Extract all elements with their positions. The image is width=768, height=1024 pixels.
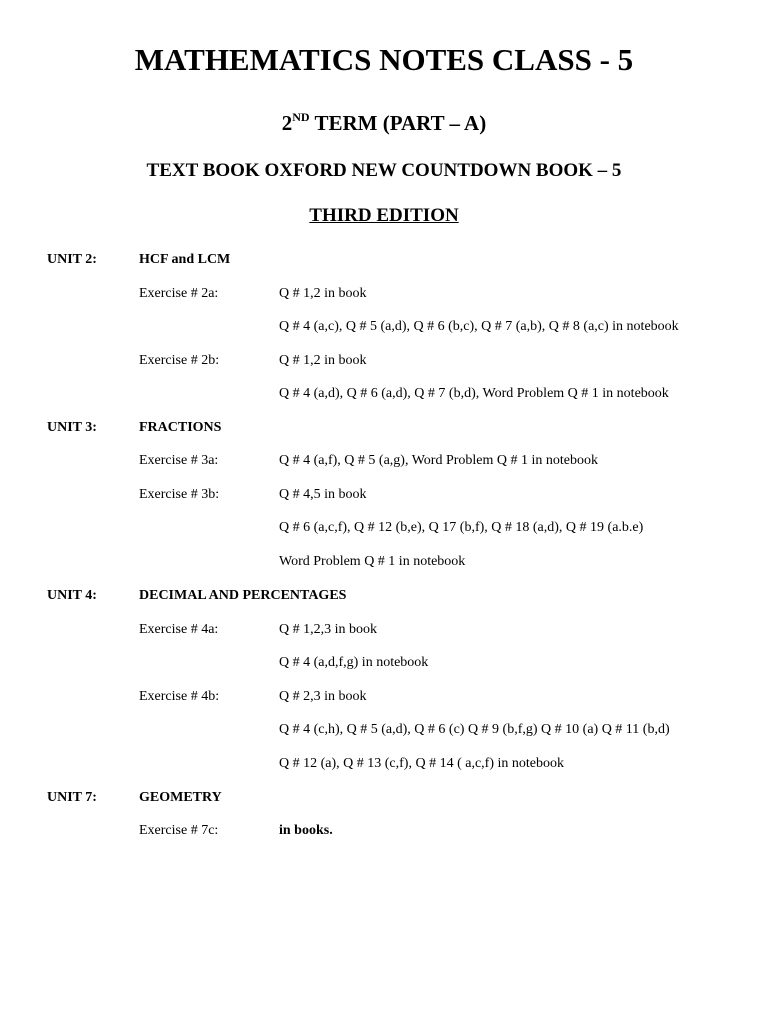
textbook-heading: TEXT BOOK OXFORD NEW COUNTDOWN BOOK – 5 — [146, 160, 622, 181]
exercise-label: Exercise # 3a: — [139, 453, 219, 468]
exercise-line: Q # 6 (a,c,f), Q # 12 (b,e), Q 17 (b,f), Q # 18 (a,d), Q # 19 (a.b.e) — [279, 520, 644, 535]
unit-title: GEOMETRY — [139, 790, 222, 805]
exercise-label: Exercise # 7c: — [139, 823, 219, 838]
exercise-line: Q # 4,5 in book — [279, 487, 367, 502]
exercise-line: Q # 4 (a,d,f,g) in notebook — [279, 655, 429, 670]
exercise-line: Q # 4 (a,c), Q # 5 (a,d), Q # 6 (b,c), Q # 7 (a,b), Q # 8 (a,c) in notebook — [279, 319, 679, 334]
unit-label: UNIT 3: — [47, 420, 97, 435]
exercise-label: Exercise # 3b: — [139, 487, 220, 502]
exercise-line: Q # 1,2,3 in book — [279, 622, 377, 637]
unit-label: UNIT 4: — [47, 588, 97, 603]
exercise-line: Q # 1,2 in book — [279, 286, 367, 301]
term-heading — [0, 110, 768, 136]
exercise-label: Exercise # 4a: — [139, 622, 219, 637]
unit-label: UNIT 2: — [47, 252, 97, 267]
exercise-line: Q # 4 (a,f), Q # 5 (a,g), Word Problem Q # 1 in notebook — [279, 453, 599, 468]
exercise-line: Q # 4 (a,d), Q # 6 (a,d), Q # 7 (b,d), Word Problem Q # 1 in notebook — [279, 386, 669, 401]
unit-title: FRACTIONS — [139, 420, 222, 435]
unit-label: UNIT 7: — [47, 790, 97, 805]
exercise-label: Exercise # 2b: — [139, 353, 220, 368]
exercise-line: in books. — [279, 823, 333, 838]
exercise-line: Q # 4 (c,h), Q # 5 (a,d), Q # 6 (c) Q # 9 (b,f,g) Q # 10 (a) Q # 11 (b,d) — [279, 722, 670, 737]
unit-title: HCF and LCM — [139, 252, 231, 267]
term-suffix: ND — [292, 110, 310, 124]
exercise-line: Q # 2,3 in book — [279, 689, 367, 704]
exercise-label: Exercise # 2a: — [139, 286, 219, 301]
exercise-label: Exercise # 4b: — [139, 689, 220, 704]
term-rest: TERM (PART – A) — [309, 111, 487, 135]
exercise-line: Word Problem Q # 1 in notebook — [279, 554, 466, 569]
exercise-line: Q # 12 (a), Q # 13 (c,f), Q # 14 ( a,c,f) in notebook — [279, 756, 564, 771]
exercise-line: Q # 1,2 in book — [279, 353, 367, 368]
edition-heading: THIRD EDITION — [309, 205, 459, 226]
term-number: 2 — [281, 111, 293, 135]
page-title: MATHEMATICS NOTES CLASS - 5 — [134, 42, 634, 77]
unit-title: DECIMAL AND PERCENTAGES — [139, 588, 347, 603]
